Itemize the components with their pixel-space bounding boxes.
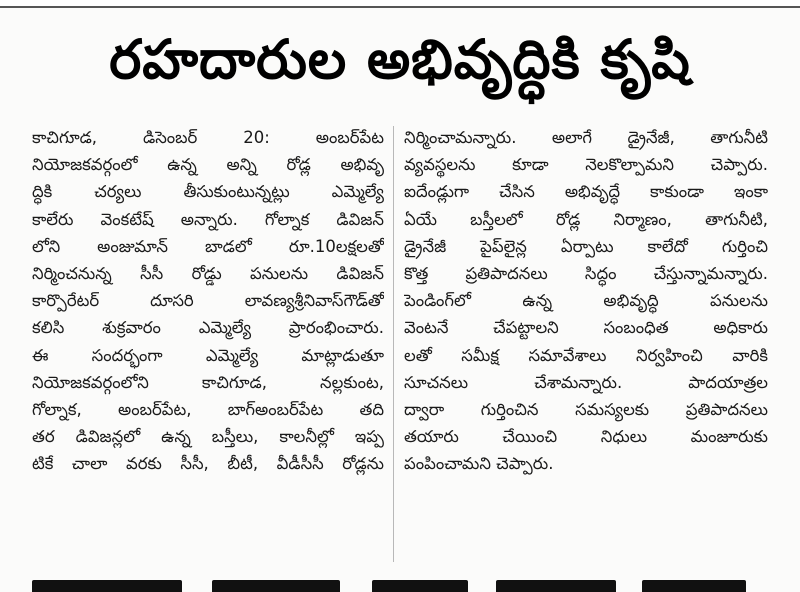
- text-line: గోల్నాక, అంబర్‌పేట, బాగ్‌అంబర్‌పేట తది: [32, 400, 384, 420]
- text-line: టికే చాలా వరకు సీసీ, బీటీ, వీడీసీసీ రోడ్లను: [32, 454, 384, 474]
- text-line: నియోజకవర్గంలోని కాచిగూడ, నల్లకుంట,: [32, 372, 384, 392]
- text-line: నియోజకవర్గంలో ఉన్న అన్ని రోడ్ల అభివృ: [32, 155, 384, 175]
- text-line: పంపించామని చెప్పారు.: [404, 454, 554, 474]
- text-line: ఈ సందర్భంగా ఎమ్మెల్యే మాట్లాడుతూ: [32, 345, 384, 365]
- text-line: ద్వారా గుర్తించిన సమస్యలకు ప్రతిపాదనలు: [404, 400, 768, 420]
- text-line: తర డివిజన్లలో ఉన్న బస్తీలు, కాలనీల్లో ఇప్ప: [32, 427, 384, 447]
- text-line: పెండింగ్‌లో ఉన్న అభివృద్ధి పనులను: [404, 291, 768, 311]
- text-line: కార్పొరేటర్ దూసరి లావణ్యశ్రీనివాస్‌గౌడ్‌తో: [32, 291, 384, 311]
- cropped-text-fragment: [496, 580, 616, 592]
- column-divider: [393, 126, 394, 562]
- text-line: వ్యవస్థలను కూడా నెలకొల్పామని చెప్పారు.: [404, 155, 768, 175]
- text-line: వెంటనే చేపట్టాలని సంబంధిత అధికారు: [404, 318, 768, 338]
- right-text-column: [404, 124, 768, 478]
- text-line: డ్రైనేజీ పైప్‌లైన్ల ఏర్పాటు కాలేదో గుర్తించి: [404, 236, 768, 256]
- article-headline: రహదారుల అభివృద్ధికి కృషి: [109, 28, 691, 91]
- text-line: ఐదేండ్లుగా చేసిన అభివృద్ధే కాకుండా ఇంకా: [404, 182, 768, 202]
- text-line: ద్ధికి చర్యలు తీసుకుంటున్నట్లు ఎమ్మెల్యే: [32, 182, 384, 202]
- top-border-rule: [0, 0, 800, 8]
- cropped-text-fragment: [32, 580, 182, 592]
- text-line: కాచిగూడ, డిసెంబర్ 20: అంబర్‌పేట: [32, 128, 384, 147]
- text-line: కలిసి శుక్రవారం ఎమ్మెల్యే ప్రారంభించారు.: [32, 318, 384, 338]
- text-line: కొత్త ప్రతిపాదనలు సిద్ధం చేస్తున్నామన్నారు.: [404, 264, 768, 284]
- text-line: తయారు చేయించి నిధులు మంజూరుకు: [404, 427, 768, 447]
- text-line: లతో సమీక్ష సమావేశాలు నిర్వహించి వారికి: [404, 345, 768, 365]
- cropped-text-fragment: [212, 580, 340, 592]
- text-line: లోని అంజుమాన్ బాడలో రూ.10లక్షలతో: [32, 236, 384, 256]
- text-line: ఏయే బస్తీలలో రోడ్ల నిర్మాణం, తాగునీటి,: [404, 209, 768, 229]
- text-line: నిర్మించామన్నారు. అలాగే డ్రైనేజీ, తాగునీటి: [404, 128, 768, 147]
- left-text-column: [32, 124, 384, 478]
- cropped-text-fragment: [642, 580, 746, 592]
- cropped-next-headline: [30, 572, 770, 592]
- cropped-text-fragment: [372, 580, 468, 592]
- text-line: సూచనలు చేశామన్నారు. పాదయాత్రల: [404, 372, 768, 392]
- text-line: నిర్మించనున్న సీసీ రోడ్డు పనులను డివిజన్: [32, 264, 384, 284]
- text-line: కాలేరు వెంకటేష్ అన్నారు. గోల్నాక డివిజన్: [32, 209, 384, 229]
